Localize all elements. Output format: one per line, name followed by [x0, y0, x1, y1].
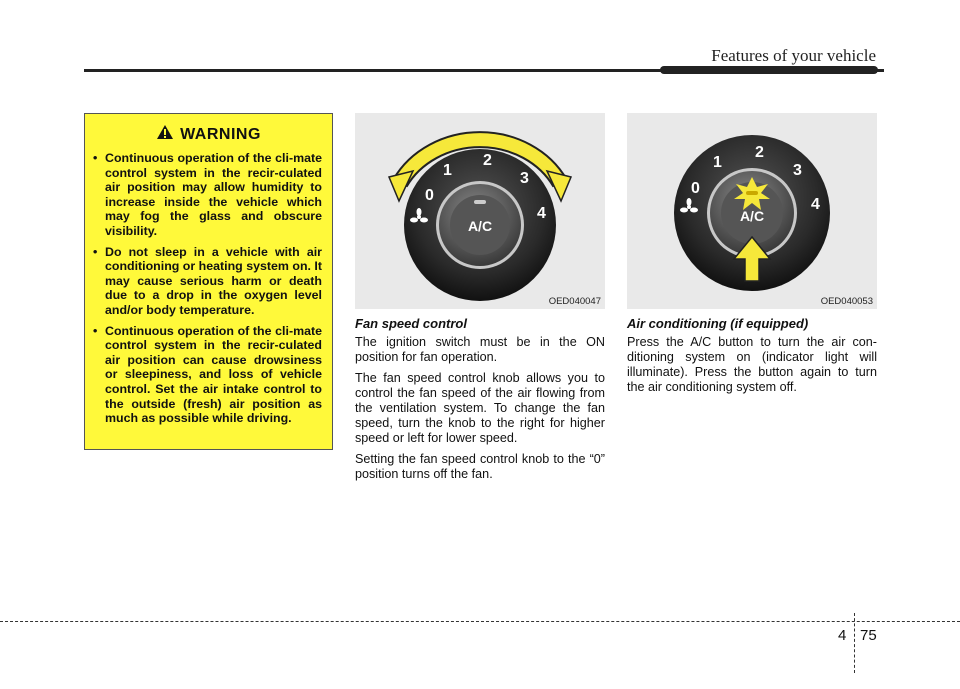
- header-rule-accent: [660, 66, 878, 74]
- page-separator: [854, 613, 855, 673]
- section-paragraph: The ignition switch must be in the ON position for fan operation.: [355, 335, 605, 364]
- section-paragraph: Press the A/C button to turn the air con-ditioning system on (indicator light will illuminate). Press the button again to turn the air conditioning system off.: [627, 335, 877, 394]
- page-number: 75: [860, 627, 877, 644]
- dial-number-3: 3: [793, 162, 802, 179]
- fan-speed-section: [355, 316, 605, 488]
- dial-number-0: 0: [425, 187, 434, 204]
- warning-item: • Continuous operation of the cli-mate control system in the recir-culated air position may allow humidity to increase inside the vehicle which may fog the glass and obscure visibility.: [93, 151, 322, 238]
- warning-item: • Continuous operation of the cli-mate control system in the recir-culated air position can cause drowsiness or sleepiness, and loss of vehicle control. Set the air intake control to the outside (fresh) air position as much as possible while driving.: [93, 323, 322, 426]
- knob-label: A/C: [467, 218, 493, 234]
- ac-knob-illustration: [627, 113, 877, 309]
- figure-code: OED040047: [548, 296, 601, 307]
- footer-rule: [0, 621, 960, 622]
- knob-label: A/C: [739, 208, 765, 224]
- dial-number-1: 1: [713, 154, 722, 171]
- warning-header: [85, 124, 332, 145]
- fan-knob-illustration: [355, 113, 605, 309]
- dial-number-2: 2: [755, 144, 764, 161]
- warning-item: • Do not sleep in a vehicle with air conditioning or heating system on. It may cause serious harm or death due to a drop in the oxygen level and/or body temperature.: [93, 244, 322, 317]
- dial-number-2: 2: [483, 152, 492, 169]
- section-paragraph: The fan speed control knob allows you to control the fan speed of the air flowing from the ventilation system. To change the fan speed, turn the knob to the right for higher speed or left for lower speed.: [355, 371, 605, 445]
- ac-button-figure: [627, 113, 877, 309]
- warning-title: WARNING: [180, 125, 261, 143]
- dial-number-3: 3: [520, 170, 529, 187]
- fan-speed-figure: [355, 113, 605, 309]
- warning-list: [85, 151, 332, 426]
- warning-box: [84, 113, 333, 450]
- section-paragraph: Setting the fan speed control knob to the “0” position turns off the fan.: [355, 452, 605, 481]
- section-heading: Fan speed control: [355, 316, 467, 331]
- dial-number-4: 4: [811, 196, 820, 213]
- warning-triangle-icon: [156, 124, 174, 145]
- header-title: Features of your vehicle: [711, 46, 876, 65]
- chapter-number: 4: [838, 627, 847, 644]
- dial-number-1: 1: [443, 162, 452, 179]
- section-heading: Air conditioning (if equipped): [627, 316, 809, 331]
- figure-code: OED040053: [820, 296, 873, 307]
- dial-number-4: 4: [537, 205, 546, 222]
- air-conditioning-section: [627, 316, 877, 401]
- dial-number-0: 0: [691, 180, 700, 197]
